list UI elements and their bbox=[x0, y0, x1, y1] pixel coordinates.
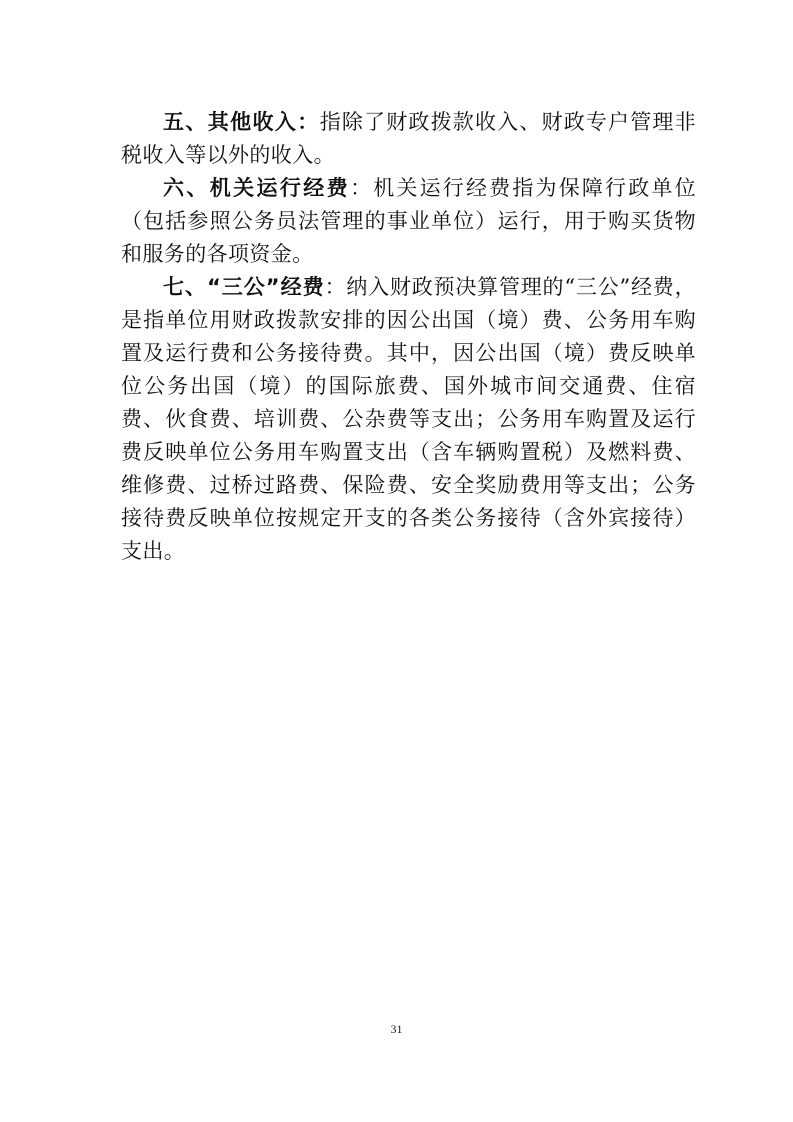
document-body bbox=[121, 106, 696, 568]
term-other-income: 五、其他收入： bbox=[163, 110, 320, 134]
term-agency-operating-funds: 六、机关运行经费 bbox=[163, 176, 351, 200]
page-number: 31 bbox=[390, 1022, 403, 1036]
definition-other-income: 指除了财政拨款收入、财政专户管理非税收入等以外的收入。 bbox=[121, 110, 696, 167]
term-three-public-expenses: 七、“三公”经费 bbox=[163, 275, 325, 299]
paragraph-other-income bbox=[121, 106, 696, 172]
definition-three-public-expenses: ：纳入财政预决算管理的“三公”经费，是指单位用财政拨款安排的因公出国（境）费、公务用车购置及运行费和公务接待费。其中，因公出国（境）费反映单位公务出国（境）的国际旅费、国外城市间交通费、住宿费、伙食费、培训费、公杂费等支出；公务用车购置及运行费反映单位公务用车购置支出（含车辆购置税）及燃料费、维修费、过桥过路费、保险费、安全奖励费用等支出；公务接待费反映单位按规定开支的各类公务接待（含外宾接待）支出。 bbox=[121, 275, 696, 563]
paragraph-agency-operating-funds bbox=[121, 172, 696, 271]
definition-agency-operating-funds: ：机关运行经费指为保障行政单位（包括参照公务员法管理的事业单位）运行，用于购买货物和服务的各项资金。 bbox=[121, 176, 696, 266]
paragraph-three-public-expenses bbox=[121, 271, 696, 568]
